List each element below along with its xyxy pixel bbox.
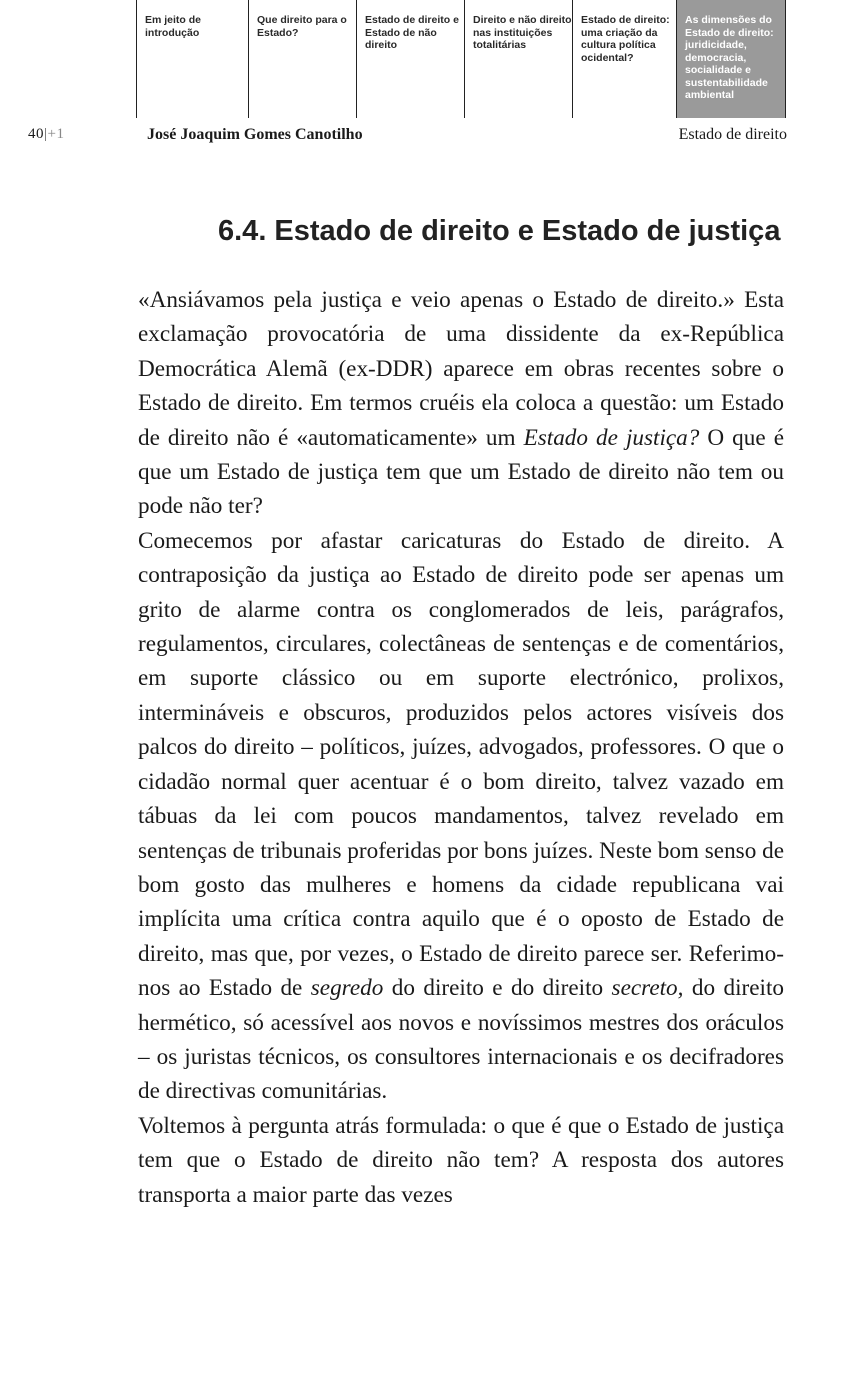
tab-cell-dimensoes-active: As dimensões do Estado de direito: juridicidade, democracia, socialidade e sustentabilidade ambiental — [676, 0, 786, 118]
paragraph-1-text-a: «Ansiávamos pela justiça e veio apenas o Estado de direito.» Esta exclamação provocatória de uma dissidente da ex-República Democrática Alemã (ex-DDR) aparece em obras recentes sobre o Estado de direito. Em termos cruéis ela coloca a questão: um Estado de direito não é «automaticamente» um — [138, 287, 784, 451]
running-head — [0, 126, 841, 148]
paragraph-1-text-b: O que é que um Estado de justiça tem que um Estado de direito não tem ou pode não ter? — [138, 424, 784, 520]
author-name: José Joaquim Gomes Canotilho — [147, 126, 363, 143]
tab-cell-estado-nao-direito: Estado de direito e Estado de não direito — [356, 0, 464, 118]
chapter-title: Estado de direito — [678, 126, 787, 143]
paragraph-3: Voltemos à pergunta atrás formulada: o que é que o Estado de justiça tem que o Estado de direito não tem? A resposta dos autores transporta a maior parte das vezes — [138, 1112, 784, 1208]
body-text — [138, 283, 784, 1212]
tab-cell-cultura-ocidental: Estado de direito: uma criação da cultura política ocidental? — [572, 0, 676, 118]
paragraph-2-text-c: do direito hermético, só acessível aos novos e novíssimos mestres dos oráculos – os juristas técnicos, os consultores internacionais e os decifradores de directivas comunitárias. — [138, 975, 784, 1105]
paragraph-2-text-b: do direito e do direito — [383, 975, 612, 1002]
page-number: 40 — [28, 126, 44, 142]
folio-mark: +1 — [47, 126, 65, 142]
paragraph-2 — [138, 524, 784, 1109]
paragraph-2-emphasis-1: segredo — [310, 975, 384, 1002]
paragraph-1 — [138, 283, 784, 524]
tab-cell-que-direito: Que direito para o Estado? — [248, 0, 356, 118]
paragraph-1-emphasis: Estado de justiça? — [523, 424, 700, 451]
tab-cell-totalitarias: Direito e não direito nas instituições totalitárias — [464, 0, 572, 118]
page-folio — [28, 126, 64, 143]
paragraph-2-emphasis-2: secreto, — [611, 975, 684, 1002]
chapter-tab-strip — [136, 0, 786, 122]
paragraph-2-text-a: Comecemos por afastar caricaturas do Estado de direito. A contraposição da justiça ao Estado de direito pode ser apenas um grito de alarme contra os conglomerados de leis, parágrafos, regulamentos, circulares, colectâneas de sentenças e de comentários, em suporte clássico ou em suporte electrónico, prolixos, intermináveis e obscuros, produzidos pelos actores visíveis dos palcos do direito – políticos, juízes, advogados, professores. O que o cidadão normal quer acentuar é o bom direito, talvez vazado em tábuas da lei com poucos mandamentos, talvez revelado em sentenças de tribunais proferidas por bons juízes. Neste bom senso de bom gosto das mulheres e homens da cidade republicana vai implícita uma crítica contra aquilo que é o oposto de Estado de direito, mas que, por vezes, o Estado de direito parece ser. Referimo-nos ao Estado de — [138, 527, 784, 1002]
tab-cell-introducao: Em jeito de introdução — [136, 0, 248, 118]
section-heading: 6.4. Estado de direito e Estado de justiça — [218, 215, 781, 247]
folio-separator: | — [44, 126, 48, 142]
